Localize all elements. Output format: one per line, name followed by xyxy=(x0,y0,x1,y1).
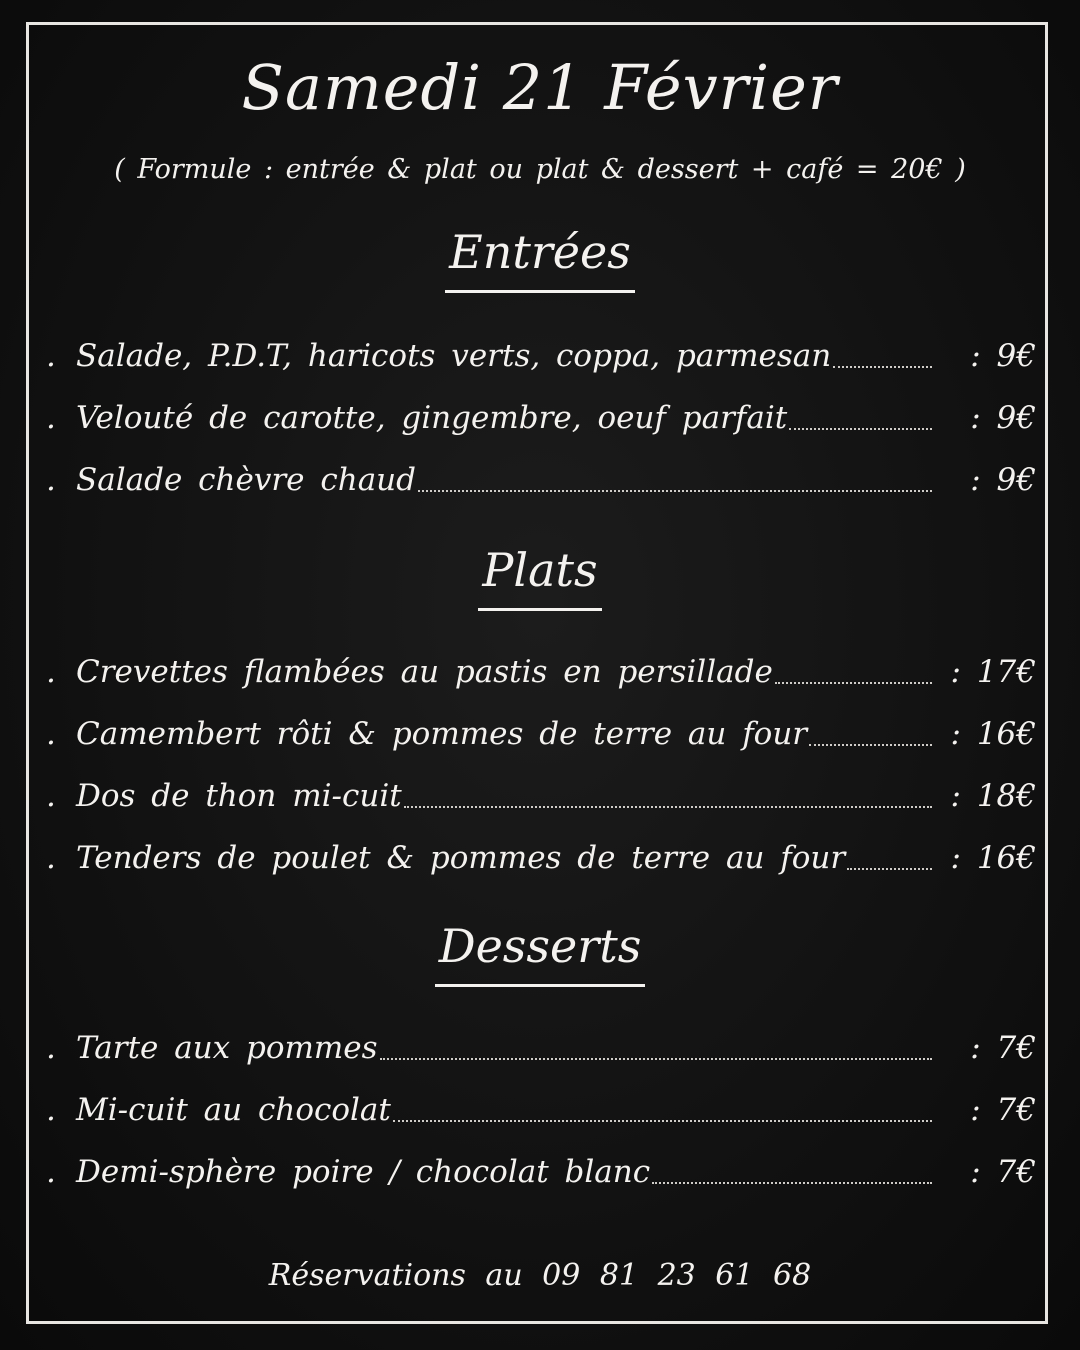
item-price: : 16€ xyxy=(950,840,1036,876)
menu-item-entree xyxy=(46,396,1036,440)
section-title-entrees xyxy=(0,222,1080,293)
item-price: : 9€ xyxy=(970,338,1036,374)
item-name: Salade chèvre chaud xyxy=(76,462,416,498)
menu-item-plat xyxy=(46,712,1036,756)
item-price: : 17€ xyxy=(950,654,1036,690)
item-bullet: . xyxy=(46,1030,56,1066)
formule-line: ( Formule : entrée & plat ou plat & dessert + café = 20€ ) xyxy=(114,154,966,185)
menu-item-plat xyxy=(46,836,1036,880)
item-bullet: . xyxy=(46,1092,56,1128)
item-price: : 9€ xyxy=(970,400,1036,436)
dotted-leader xyxy=(833,365,932,368)
menu-item-dessert xyxy=(46,1150,1036,1194)
menu-item-dessert xyxy=(46,1026,1036,1070)
section-title-plats-text: Plats xyxy=(478,540,601,611)
item-name: Dos de thon mi-cuit xyxy=(76,778,402,814)
item-bullet: . xyxy=(46,654,56,690)
item-bullet: . xyxy=(46,840,56,876)
item-bullet: . xyxy=(46,1154,56,1190)
dotted-leader xyxy=(393,1119,932,1122)
item-price: : 9€ xyxy=(970,462,1036,498)
reservation-phone: Réservations au 09 81 23 61 68 xyxy=(268,1258,812,1293)
dotted-leader xyxy=(652,1181,932,1184)
item-name: Camembert rôti & pommes de terre au four xyxy=(76,716,808,752)
dotted-leader xyxy=(847,867,932,870)
section-title-entrees-text: Entrées xyxy=(445,222,635,293)
menu-date-title: Samedi 21 Février xyxy=(241,51,839,124)
dotted-leader xyxy=(809,743,932,746)
dotted-leader xyxy=(380,1057,932,1060)
section-title-desserts xyxy=(0,916,1080,987)
item-price: : 7€ xyxy=(970,1092,1036,1128)
item-price: : 7€ xyxy=(970,1154,1036,1190)
menu-item-plat xyxy=(46,774,1036,818)
section-title-desserts-text: Desserts xyxy=(435,916,646,987)
menu-item-dessert xyxy=(46,1088,1036,1132)
item-name: Tarte aux pommes xyxy=(76,1030,378,1066)
item-price: : 16€ xyxy=(950,716,1036,752)
item-bullet: . xyxy=(46,462,56,498)
dotted-leader xyxy=(404,805,932,808)
item-name: Crevettes flambées au pastis en persillade xyxy=(76,654,773,690)
menu-item-entree xyxy=(46,334,1036,378)
item-price: : 18€ xyxy=(950,778,1036,814)
item-name: Tenders de poulet & pommes de terre au four xyxy=(76,840,846,876)
item-name: Demi-sphère poire / chocolat blanc xyxy=(76,1154,651,1190)
dotted-leader xyxy=(789,427,932,430)
item-name: Mi-cuit au chocolat xyxy=(76,1092,391,1128)
item-bullet: . xyxy=(46,338,56,374)
item-price: : 7€ xyxy=(970,1030,1036,1066)
item-bullet: . xyxy=(46,716,56,752)
menu-item-entree xyxy=(46,458,1036,502)
item-name: Velouté de carotte, gingembre, oeuf parfait xyxy=(76,400,788,436)
item-name: Salade, P.D.T, haricots verts, coppa, parmesan xyxy=(76,338,832,374)
item-bullet: . xyxy=(46,778,56,814)
dotted-leader xyxy=(775,681,932,684)
menu-item-plat xyxy=(46,650,1036,694)
dotted-leader xyxy=(418,489,932,492)
section-title-plats xyxy=(0,540,1080,611)
item-bullet: . xyxy=(46,400,56,436)
